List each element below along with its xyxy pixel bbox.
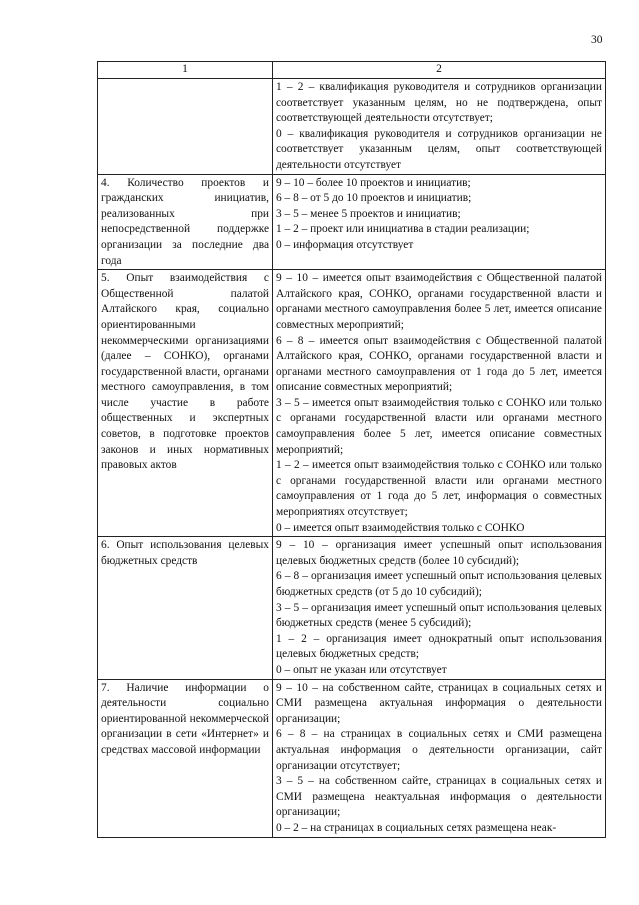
options-cell bbox=[273, 79, 606, 175]
option-text: 9 – 10 – на собственном сайте, страницах в социальных сетях и СМИ размещена актуальная информация о деятельности организации; bbox=[276, 681, 602, 725]
table-row bbox=[98, 679, 606, 837]
option-text: 9 – 10 – имеется опыт взаимодействия с Общественной палатой Алтайского края, СОНКО, органами государственной власти и органами местного самоуправления более 5 лет, имеется описание совместных мероприятий; bbox=[276, 272, 602, 331]
option-text: 1 – 2 – квалификация руководителя и сотрудников организации соответствует указанным целям, но не подтверждена, опыт соответствующей деятельности отсутствует; bbox=[276, 81, 602, 125]
option-text: 0 – информация отсутствует bbox=[276, 238, 414, 251]
option-text: 6 – 8 – на страницах в социальных сетях и СМИ размещена актуальная информация о деятельности организации, сайт организации отсутствует; bbox=[276, 728, 602, 772]
criterion-cell: 7. Наличие информации о деятельности социально ориентированной некоммерческой организации в сети «Интернет» и средствах массовой информации bbox=[98, 679, 273, 837]
table-row bbox=[98, 537, 606, 679]
option-text: 9 – 10 – организация имеет успешный опыт использования целевых бюджетных средств (более 10 субсидий); bbox=[276, 539, 602, 567]
page-number: 30 bbox=[591, 34, 603, 46]
options-cell bbox=[273, 174, 606, 270]
option-text: 6 – 8 – имеется опыт взаимодействия с Общественной палатой Алтайского края, СОНКО, органами государственной власти и органами местного самоуправления от 1 года до 5 лет, имеется описание совместных мероприятий; bbox=[276, 334, 602, 394]
option-text: 0 – квалификация руководителя и сотрудников организации не соответствует указанным целям, опыт соответствующей деятельности отсутствует bbox=[276, 127, 602, 171]
option-text: 3 – 5 – организация имеет успешный опыт использования целевых бюджетных средств (менее 5 субсидий); bbox=[276, 601, 602, 630]
options-cell bbox=[273, 679, 606, 837]
option-text: 0 – имеется опыт взаимодействия только с СОНКО bbox=[276, 521, 525, 534]
criterion-cell bbox=[98, 79, 273, 175]
criteria-table bbox=[97, 61, 606, 838]
options-cell bbox=[273, 270, 606, 537]
option-text: 3 – 5 – на собственном сайте, страницах в социальных сетях и СМИ размещена неактуальная информация о деятельности организации; bbox=[276, 775, 602, 819]
option-text: 0 – опыт не указан или отсутствует bbox=[276, 663, 447, 676]
option-text: 3 – 5 – менее 5 проектов и инициатив; bbox=[276, 207, 461, 220]
header-col-1: 1 bbox=[98, 62, 273, 79]
criterion-cell: 6. Опыт использования целевых бюджетных средств bbox=[98, 537, 273, 679]
criterion-cell: 4. Количество проектов и гражданских инициатив, реализованных при непосредственной поддержке организации за последние два года bbox=[98, 174, 273, 270]
table-row bbox=[98, 270, 606, 537]
option-text: 1 – 2 – организация имеет однократный опыт использования целевых бюджетных средств; bbox=[276, 632, 602, 661]
criterion-cell: 5. Опыт взаимодействия с Общественной палатой Алтайского края, социально ориентированными некоммерческими организациями (далее – СОНКО), органами государственной власти, органами местного самоуправления, в том числе участие в работе общественных и экспертных советов, в подготовке проектов законов и иных нормативных правовых актов bbox=[98, 270, 273, 537]
option-text: 0 – 2 – на страницах в социальных сетях размещена неак- bbox=[276, 821, 557, 834]
option-text: 1 – 2 – проект или инициатива в стадии реализации; bbox=[276, 223, 530, 236]
option-text: 1 – 2 – имеется опыт взаимодействия только с СОНКО или только с органами государственной власти или органами местного самоуправления от 1 года до 5 лет, информация о совместных мероприятиях отсутствует; bbox=[276, 459, 602, 519]
header-col-2: 2 bbox=[273, 62, 606, 79]
table-header-row bbox=[98, 62, 606, 79]
table-row bbox=[98, 79, 606, 175]
table-row bbox=[98, 174, 606, 270]
option-text: 3 – 5 – имеется опыт взаимодействия только с СОНКО или только с органами государственной власти или органами местного самоуправления более 5 лет, имеется описание совместных мероприятий; bbox=[276, 396, 602, 456]
option-text: 6 – 8 – организация имеет успешный опыт использования целевых бюджетных средств (от 5 до 10 субсидий); bbox=[276, 570, 602, 598]
options-cell bbox=[273, 537, 606, 679]
option-text: 9 – 10 – более 10 проектов и инициатив; bbox=[276, 176, 471, 189]
option-text: 6 – 8 – от 5 до 10 проектов и инициатив; bbox=[276, 192, 472, 205]
